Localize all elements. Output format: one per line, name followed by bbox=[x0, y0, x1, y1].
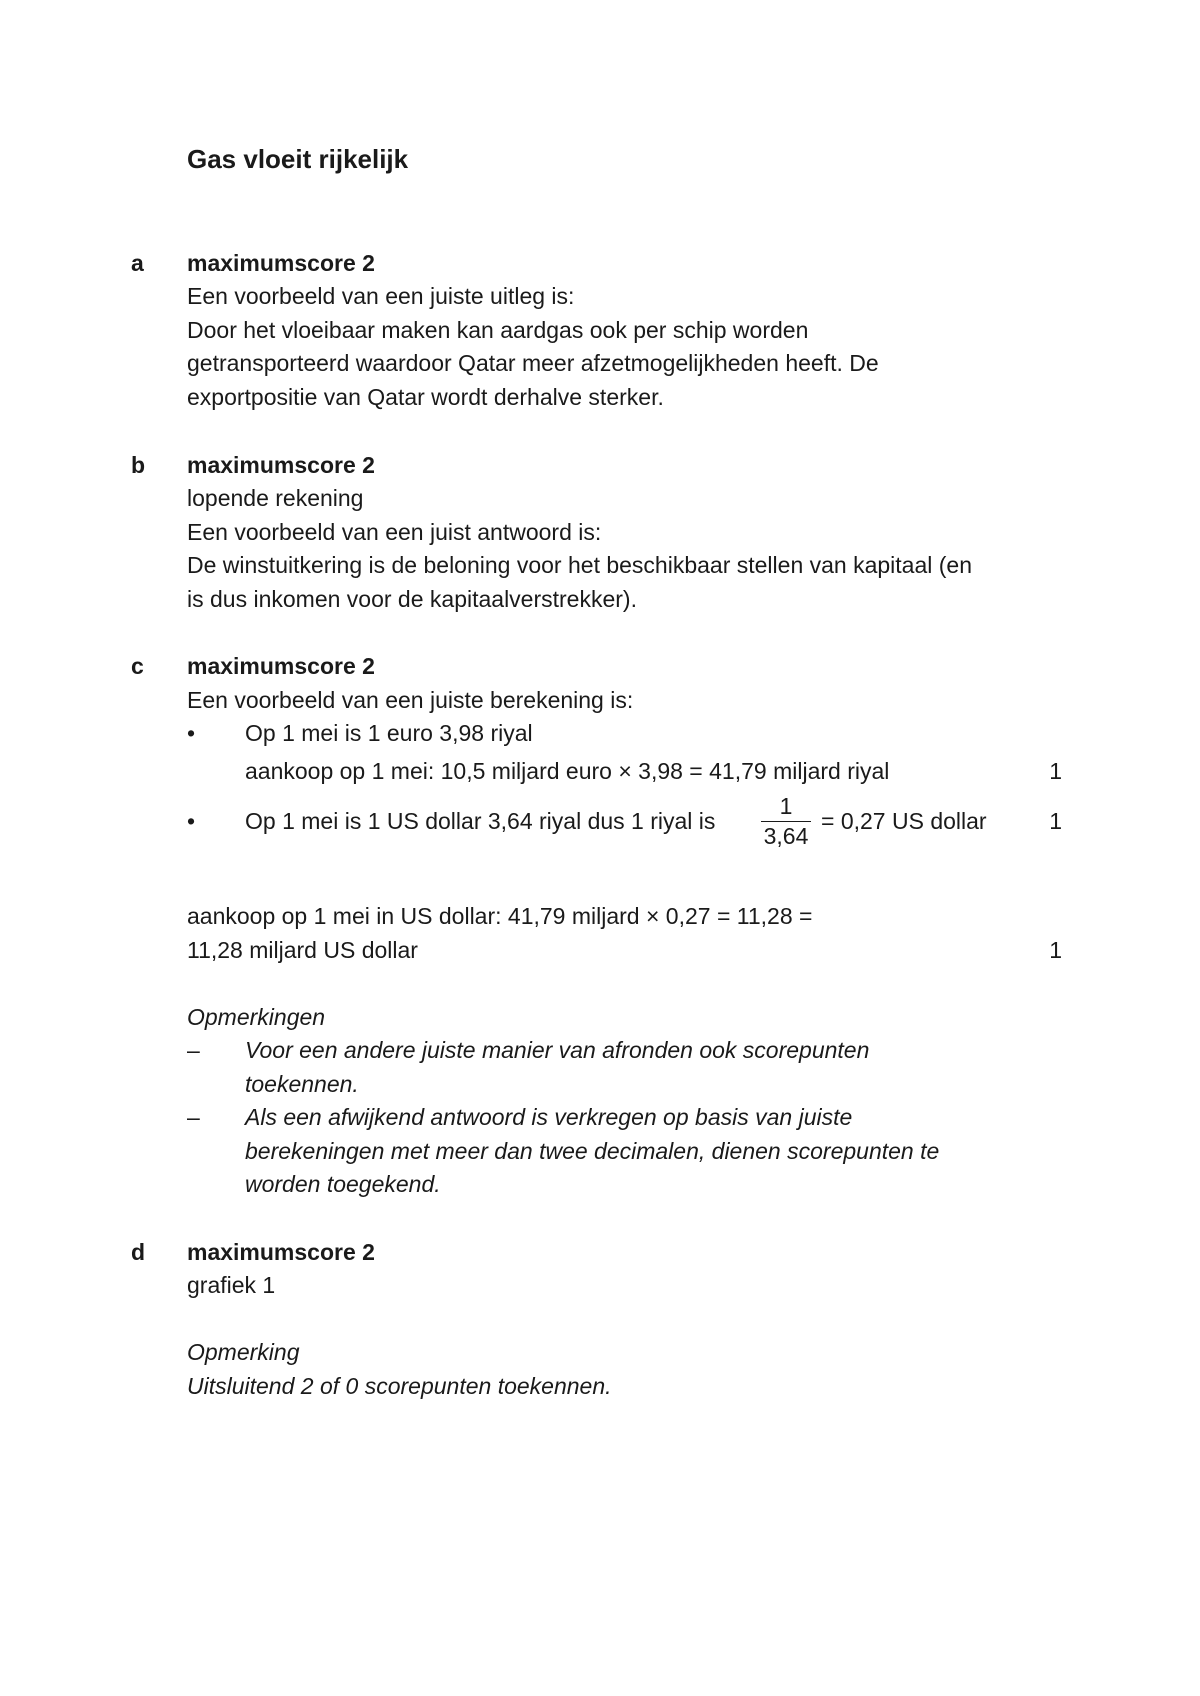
section-b-line: lopende rekening bbox=[187, 485, 364, 511]
fraction bbox=[758, 794, 814, 848]
section-c-label: c bbox=[131, 653, 144, 679]
bullet1-score-point: 1 bbox=[1049, 758, 1062, 784]
calc-line2: 11,28 miljard US dollar bbox=[187, 937, 418, 963]
bullet2-result: = 0,27 US dollar bbox=[821, 808, 987, 834]
section-a-line: Door het vloeibaar maken kan aardgas ook per schip worden bbox=[187, 317, 809, 343]
section-d-label: d bbox=[131, 1239, 146, 1265]
bullet-marker: • bbox=[187, 720, 196, 746]
remark-dash: – bbox=[187, 1037, 200, 1063]
bullet-marker: • bbox=[187, 808, 196, 834]
section-b-line: De winstuitkering is de beloning voor het beschikbaar stellen van kapitaal (en bbox=[187, 552, 973, 578]
section-b-score-heading: maximumscore 2 bbox=[187, 452, 375, 478]
remark-dash: – bbox=[187, 1104, 200, 1130]
section-d-remark-heading: Opmerking bbox=[187, 1339, 300, 1365]
remarks-heading: Opmerkingen bbox=[187, 1004, 326, 1030]
fraction-numerator: 1 bbox=[779, 793, 793, 819]
remark1-line1: Voor een andere juiste manier van afronden ook scorepunten bbox=[245, 1037, 870, 1063]
section-b-line: Een voorbeeld van een juist antwoord is: bbox=[187, 519, 602, 545]
section-b-label: b bbox=[131, 452, 146, 478]
section-c-intro: Een voorbeeld van een juiste berekening is: bbox=[187, 687, 634, 713]
remark2-line3: worden toegekend. bbox=[245, 1171, 441, 1197]
calc-score-point: 1 bbox=[1049, 937, 1062, 963]
remark2-line2: berekeningen met meer dan twee decimalen, dienen scorepunten te bbox=[245, 1138, 940, 1164]
page-title: Gas vloeit rijkelijk bbox=[187, 144, 409, 174]
fraction-bar bbox=[761, 821, 811, 822]
calc-line1: aankoop op 1 mei in US dollar: 41,79 miljard × 0,27 = 11,28 = bbox=[187, 903, 813, 929]
section-d-remark-text: Uitsluitend 2 of 0 scorepunten toekennen. bbox=[187, 1373, 612, 1399]
bullet1-line2: aankoop op 1 mei: 10,5 miljard euro × 3,98 = 41,79 miljard riyal bbox=[245, 758, 890, 784]
section-c-score-heading: maximumscore 2 bbox=[187, 653, 375, 679]
fraction-denominator: 3,64 bbox=[763, 823, 809, 849]
remark1-line2: toekennen. bbox=[245, 1071, 359, 1097]
section-d-answer: grafiek 1 bbox=[187, 1272, 276, 1298]
section-d-score-heading: maximumscore 2 bbox=[187, 1239, 375, 1265]
section-a-line: Een voorbeeld van een juiste uitleg is: bbox=[187, 283, 575, 309]
section-a-score-heading: maximumscore 2 bbox=[187, 250, 375, 276]
section-a-line: exportpositie van Qatar wordt derhalve sterker. bbox=[187, 384, 664, 410]
section-a-label: a bbox=[131, 250, 144, 276]
bullet2-score-point: 1 bbox=[1049, 808, 1062, 834]
section-a-line: getransporteerd waardoor Qatar meer afzetmogelijkheden heeft. De bbox=[187, 350, 879, 376]
section-b-line: is dus inkomen voor de kapitaalverstrekker). bbox=[187, 586, 637, 612]
bullet2-text: Op 1 mei is 1 US dollar 3,64 riyal dus 1 riyal is bbox=[245, 808, 716, 834]
bullet1-line1: Op 1 mei is 1 euro 3,98 riyal bbox=[245, 720, 533, 746]
remark2-line1: Als een afwijkend antwoord is verkregen op basis van juiste bbox=[245, 1104, 853, 1130]
